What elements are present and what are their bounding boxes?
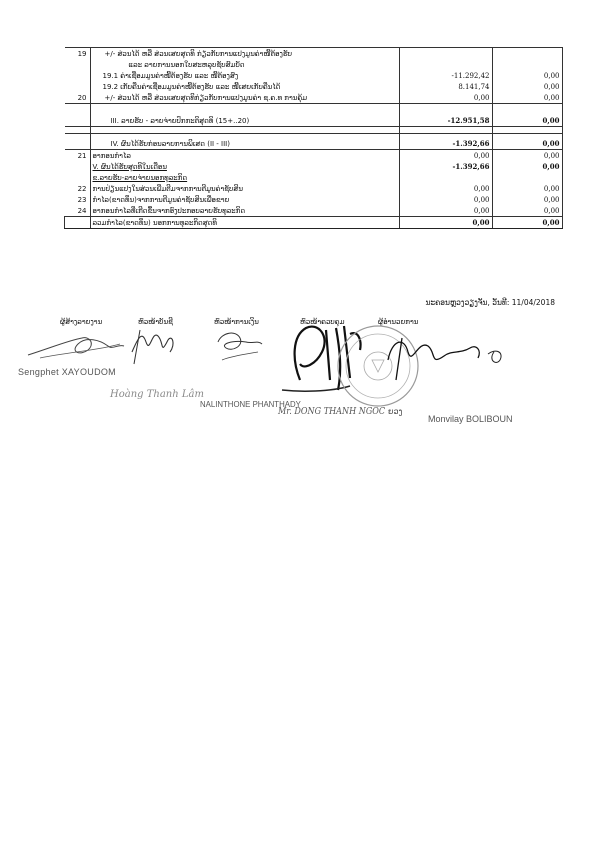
- previous-period-value: [492, 172, 562, 183]
- name-nalinthone: NALINTHONE PHANTHADY: [200, 399, 301, 409]
- previous-period-value: 0,00: [492, 217, 562, 229]
- section-heading: ຂ.ລາຍຮັບ-ລາຍຈ່າຍນອກທຸລະກິດ: [92, 173, 188, 182]
- signature-nalinthone: [218, 333, 262, 349]
- previous-period-value: [492, 104, 562, 116]
- previous-period-value: 0,00: [492, 161, 562, 172]
- previous-period-value: [492, 48, 562, 60]
- table-row: [65, 161, 563, 172]
- current-period-value: [399, 172, 492, 183]
- previous-period-value: 0,00: [492, 92, 562, 104]
- name-dong-thanh-ngoc: Mr. DONG THANH NGOC: [278, 407, 386, 417]
- previous-period-value: 0,00: [492, 194, 562, 205]
- row-number: [65, 172, 91, 183]
- row-description: ລວມກຳໄລ(ຂາດທຶນ) ນອກການທຸລະກິດສຸດທິ: [90, 217, 399, 229]
- current-period-value: 0,00: [399, 217, 492, 229]
- previous-period-value: 0,00: [492, 150, 562, 162]
- current-period-value: [399, 127, 492, 134]
- row-number: [65, 70, 91, 81]
- name-suffix: ຍວງ: [388, 407, 403, 416]
- net-result-label: V. ຜົນໄດ້ຮັບສຸດທິໃນເດືອນ: [92, 162, 167, 171]
- signature-dong-thanh-ngoc: [295, 326, 361, 390]
- previous-period-value: 0,00: [492, 205, 562, 217]
- previous-period-value: 0,00: [492, 70, 562, 81]
- current-period-value: -12.951,58: [399, 115, 492, 127]
- current-period-value: -11.292,42: [399, 70, 492, 81]
- table-row: [65, 104, 563, 116]
- table-row: [65, 92, 563, 104]
- row-number: [65, 104, 91, 116]
- table-row: [65, 48, 563, 60]
- row-description: IV. ຜົນໄດ້ຮັບກ່ອນລາຍການພິເສດ (II - III): [90, 138, 399, 150]
- row-description: [90, 172, 399, 183]
- table-row: [65, 59, 563, 70]
- company-stamp: [338, 326, 418, 406]
- current-period-value: 0,00: [399, 92, 492, 104]
- name-monvilay: Monvilay BOLIBOUN: [428, 414, 513, 424]
- current-period-value: 0,00: [399, 194, 492, 205]
- current-period-value: [399, 104, 492, 116]
- row-number: 19: [65, 48, 91, 60]
- date-line: ນະຄອນຫຼວງວຽງຈັນ, ວັນທີ: 11/04/2018: [425, 298, 555, 307]
- row-description: [90, 104, 399, 116]
- row-description: [90, 127, 399, 134]
- row-description: ອາກອນກຳໄລທີ່ເກີດຂຶ້ນຈາກອົງປະກອບລາຍຮັບທຸລະກິດ: [90, 205, 399, 217]
- previous-period-value: 0,00: [492, 138, 562, 150]
- table-row: [65, 138, 563, 150]
- signature-label-general: ຫົວໜ້າຄວບຄຸມ: [300, 318, 345, 326]
- table-row: [65, 217, 563, 229]
- table-row: [65, 150, 563, 162]
- table-row: [65, 115, 563, 127]
- previous-period-value: 0,00: [492, 81, 562, 92]
- row-description: 19.2 ເກັບຄືນຄ່າເຊື່ອມມູນຄ່າໜີ້ຕ້ອງຮັບ ແລະ ໜີ້ເສຍເກັບຄືນໄດ້: [90, 81, 399, 92]
- previous-period-value: 0,00: [492, 115, 562, 127]
- previous-period-value: 0,00: [492, 183, 562, 194]
- signature-label-chief-accountant: ຫົວໜ້າການເງິນ: [214, 318, 259, 326]
- table-row: [65, 205, 563, 217]
- table-row: [65, 127, 563, 134]
- signature-label-prepared: ຜູ້ສ້າງລາຍງານ: [60, 318, 103, 326]
- current-period-value: 0,00: [399, 183, 492, 194]
- table-row: [65, 81, 563, 92]
- row-number: 22: [65, 183, 91, 194]
- table-row: [65, 172, 563, 183]
- row-description: III. ລາຍຮັບ - ລາຍຈ່າຍປົກກະຕິສຸດທິ (15+..20): [90, 115, 399, 127]
- row-description: ກຳໄລ(ຂາດທຶນ)ຈາກການຕີມູນຄ່າຊັບສິນເພື່ອຂາຍ: [90, 194, 399, 205]
- row-description: +/- ສ່ວນໄດ້ ຫລື ສ່ວນເສຍສຸດທິກ່ຽວກັບການແປງມູນຄ່າ ຊ.ຄ.ທ ການຄຸ້ມ: [90, 92, 399, 104]
- row-number: [65, 217, 91, 229]
- current-period-value: -1.392,66: [399, 138, 492, 150]
- signature-label-ceo: ຜູ້ອຳນວຍການ: [378, 318, 419, 326]
- row-number: [65, 127, 91, 134]
- table-row: [65, 183, 563, 194]
- row-number: 23: [65, 194, 91, 205]
- income-statement-table: [64, 47, 563, 229]
- row-number: [65, 81, 91, 92]
- row-number: [65, 161, 91, 172]
- row-number: 24: [65, 205, 91, 217]
- row-number: [65, 138, 91, 150]
- previous-period-value: [492, 127, 562, 134]
- row-description: ການປ່ຽນແປງໃນສ່ວນເພີ່ມຕີມຈາກການຕີມູນຄ່າຊັບສິນ: [90, 183, 399, 194]
- previous-period-value: [492, 59, 562, 70]
- row-number: [65, 115, 91, 127]
- current-period-value: -1.392,66: [399, 161, 492, 172]
- current-period-value: 0,00: [399, 205, 492, 217]
- name-hoang-thanh-lam: Hoàng Thanh Lâm: [110, 389, 204, 400]
- row-number: [65, 59, 91, 70]
- row-description: [90, 161, 399, 172]
- current-period-value: [399, 48, 492, 60]
- table-row: [65, 70, 563, 81]
- row-number: 20: [65, 92, 91, 104]
- row-description: +/- ສ່ວນໄດ້ ຫລື ສ່ວນເສຍສຸດທິ ກ່ຽວກັບການແປງມູນຄ່າໜີ້ຕ້ອງຮັບ: [90, 48, 399, 60]
- signature-label-deputy: ຫົວໜ້າບັນຊີ: [138, 318, 173, 326]
- row-description: ແລະ ລາຍການນອກໃບສະຫລຸບຊັບສົມບັດ: [90, 59, 399, 70]
- name-sengphet: Sengphet XAYOUDOM: [18, 367, 116, 377]
- current-period-value: [399, 59, 492, 70]
- current-period-value: 8.141,74: [399, 81, 492, 92]
- current-period-value: 0,00: [399, 150, 492, 162]
- row-description: 19.1 ຄ່າເຊື່ອມມູນຄ່າໜີ້ຕ້ອງຮັບ ແລະ ໜີ້ຕ້ອງສົງ: [90, 70, 399, 81]
- row-description: ອາກອນກຳໄລ: [90, 150, 399, 162]
- row-number: 21: [65, 150, 91, 162]
- table-row: [65, 194, 563, 205]
